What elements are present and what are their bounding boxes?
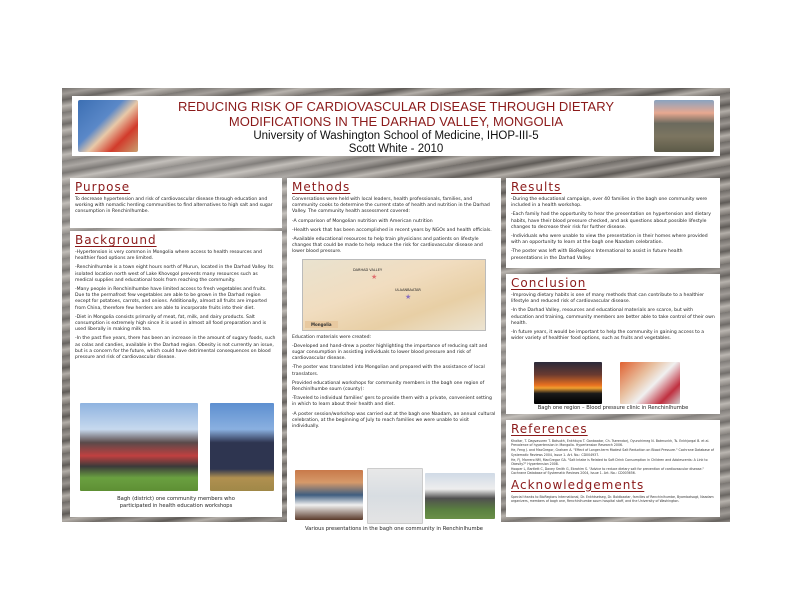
conclusion-item: -Improving dietary habits is one of many methods that can contribute to a healthier lifestyle and reduced risk of cardiovascular disease.: [511, 293, 705, 305]
acknowledgements-text: Special thanks to BioRegions International, Dr. Enkhtsetseg, Dr. Boldbaatar, families of Renchinlhumbe, Byambatsogt, Naadam organizers, members of bagh one, Renchinlhumbe soum hospital staff, and the University of Washington.: [511, 494, 714, 503]
purpose-panel: [70, 178, 282, 228]
materials-item: -Developed and hand-drew a poster highlighting the importance of reducing salt and sugar consumption in assisting individuals to lower blood pressure and risk of cardiovascular disease.: [292, 343, 488, 362]
methods-item: -Available educational resources to help train physicians and patients on lifestyle changes that could be made to help reduce the risk for cardiovascular disease and lower blood pressure.: [292, 237, 483, 255]
methods-item: -Health work that has been accomplished in recent years by NGOs and health officials.: [292, 227, 492, 233]
sunset-photo: [534, 362, 602, 404]
methods-intro: Conversations were held with local leaders, health professionals, families, and community cooks to determine the current state of health and nutrition in the Darhad Valley. The community health assessment covered:: [292, 197, 490, 215]
doctor-with-child-photo: [78, 100, 138, 152]
methods-item: -A comparison of Mongolian nutrition with American nutrition: [292, 218, 433, 224]
acknowledgements-panel: [511, 478, 715, 503]
background-item: -Many people in Renchinlhumbe have limited access to fresh vegetables and fruits. Due to the permafrost few vegetables are able to be grown in the Darhad region except for potatoes, carrots, and onions. Additionally, almost all fruits are imported from China, therefore few herders are able to incorporate fruits into their diet.: [75, 287, 267, 311]
reference-item: He, FJ, Marrero NM, MacGregor GA. "Salt Intake is Related to Soft Drink Consumption in Children and Adolescents: A Link to Obesity?" Hypertension 2008.: [511, 457, 708, 467]
title-line-1: REDUCING RISK OF CARDIOVASCULAR DISEASE THROUGH DIETARY: [177, 99, 615, 114]
results-heading: Results: [511, 180, 562, 194]
background-item: -In the past five years, there has been an increase in the amount of sugary foods, such as colas and candies, available in the Darhad region. Obesity is not currently an issue, but is a concern for the future, which could have detrimental consequences on blood pressure and risk of cardiovascular disease.: [75, 336, 276, 361]
materials-item: Provided educational workshops for community members in the bagh one region of Renchinlhumbe soum (county):: [292, 380, 485, 393]
star-marker-icon: ★: [371, 272, 378, 281]
background-item: -Hypertension is very common in Mongolia where access to health resources and healthier food options are limited.: [75, 250, 262, 262]
background-item: -Renchinlhumbe is a town eight hours north of Murun, located in the Darhad Valley. Its isolated location north west of Lake Khovsgol prevents many resources such as medical supplies and educational tools from reaching the community.: [75, 265, 274, 283]
references-panel: [506, 420, 720, 517]
methods-heading: Methods: [292, 180, 351, 194]
methods-panel: [287, 178, 501, 545]
reference-item: He, Feng J. and MacGregor, Graham A. "Effect of Longer-term Modest Salt Reduction on Blood Pressure." Cochrane Database of Systematic Reviews 2004, Issue 1. Art. No.: CD004937.: [511, 448, 714, 457]
background-heading: Background: [75, 233, 157, 247]
conclusion-panel: [506, 274, 720, 414]
conclusion-heading: Conclusion: [511, 276, 587, 290]
caption-line: Bagh (district) one community members who: [117, 496, 235, 502]
acknowledgements-heading: Acknowledgements: [511, 477, 645, 492]
poster-header: [72, 96, 720, 156]
materials-item: -The poster was translated into Mongolian and prepared with the assistance of local translators.: [292, 365, 485, 377]
institution: University of Washington School of Medicine, IHOP-III-5: [253, 130, 539, 142]
conclusion-caption: Bagh one region – Blood pressure clinic in Renchinlhumbe: [537, 405, 689, 411]
mongolia-map: [302, 259, 486, 331]
purpose-text: To decrease hypertension and risk of cardiovascular disease through education and working with nomadic herding communities to find alternatives to high salt and sugar consumption in Renchinlhumbe.: [75, 197, 273, 215]
valley-landscape-photo: [654, 100, 714, 152]
author: Scott White - 2010: [348, 143, 444, 155]
background-caption: [70, 496, 282, 510]
materials-item: -Traveled to individual families' gers to provide them with a private, convenient setting in which to learn about their health and diet.: [292, 396, 492, 408]
title-line-2: MODIFICATIONS IN THE DARHAD VALLEY, MONGOLIA: [228, 114, 564, 129]
poster: [62, 88, 730, 532]
results-item: -Individuals who were unable to view the presentation in their homes where provided with an opportunity to learn at the bagh one Naadam celebration.: [511, 234, 708, 246]
poster-subtitle: [152, 130, 640, 156]
map-country-label: Mongolia: [305, 321, 338, 328]
background-item: -Diet in Mongolia consists primarily of meat, fat, milk, and dairy products. Salt consumption is extremely high since it is used in almost all food preparation and is used liberally in making milk tea.: [75, 314, 267, 333]
ger-presentation-photo: [295, 470, 363, 520]
reference-item: Khaltar, T. Dagvasuren T. Batsukh, Enkhtuya T. Ganbaatar, Ch. Tserendorj, Oyunchimeg N. Batmunkh, Ts. Enkhjargal B. et al. Prevalence of hypertension in Mongolia. Hypertension Research 2006.: [511, 439, 710, 448]
results-item: -Each family had the opportunity to hear the presentation on hypertension and dietary habits, have their blood pressure checked, and ask questions about possible lifestyle changes to decrease their risk for further disease.: [511, 212, 711, 230]
materials-intro: Education materials were created:: [292, 334, 372, 340]
elder-herder-photo: [210, 403, 274, 491]
hand-drawn-poster-photo: [367, 468, 423, 524]
purpose-heading: Purpose: [75, 180, 131, 194]
naadam-session-photo: [425, 473, 495, 519]
star-marker-icon: ★: [405, 292, 412, 301]
results-item: -The poster was left with BioRegions International to assist in future health presentations in the Darhad Valley.: [511, 249, 683, 261]
reference-item: Hooper L, Bartlett C, Davey Smith G, Ebrahim S. "Advice to reduce dietary salt for prevention of cardiovascular disease." Cochrane Database of Systematic Reviews 2004, Issue 1. Art. No.: CD003656.: [511, 467, 704, 476]
results-item: -During the educational campaign, over 40 families in the bagh one community were included in a health workshop.: [511, 197, 708, 209]
poster-title: [152, 99, 640, 129]
conclusion-item: -In future years, it would be important to help the community in gaining access to a wider variety of healthier food options, such as fruits and vegetables.: [511, 330, 705, 342]
background-panel: [70, 231, 282, 517]
map-label-ulaanbaatar: ULAANBAATAR: [395, 287, 421, 292]
conclusion-item: -In the Darhad Valley, resources and educational materials are scarce, but with education and training, community members are better able to take control of their own health.: [511, 308, 715, 326]
map-label-darhad: DARHAD VALLEY: [353, 267, 383, 272]
materials-item: -A poster session/workshop was carried out at the bagh one Naadam, an annual cultural celebration, at the beginning of July to reach families we were unable to visit individually.: [292, 411, 496, 430]
results-panel: [506, 178, 720, 268]
references-heading: References: [511, 422, 588, 436]
blood-pressure-clinic-photo: [620, 362, 680, 404]
community-group-photo: [80, 403, 198, 491]
methods-caption: Various presentations in the bagh one community in Renchinlhumbe: [305, 526, 483, 532]
caption-line: participated in health education workshops: [119, 503, 233, 509]
